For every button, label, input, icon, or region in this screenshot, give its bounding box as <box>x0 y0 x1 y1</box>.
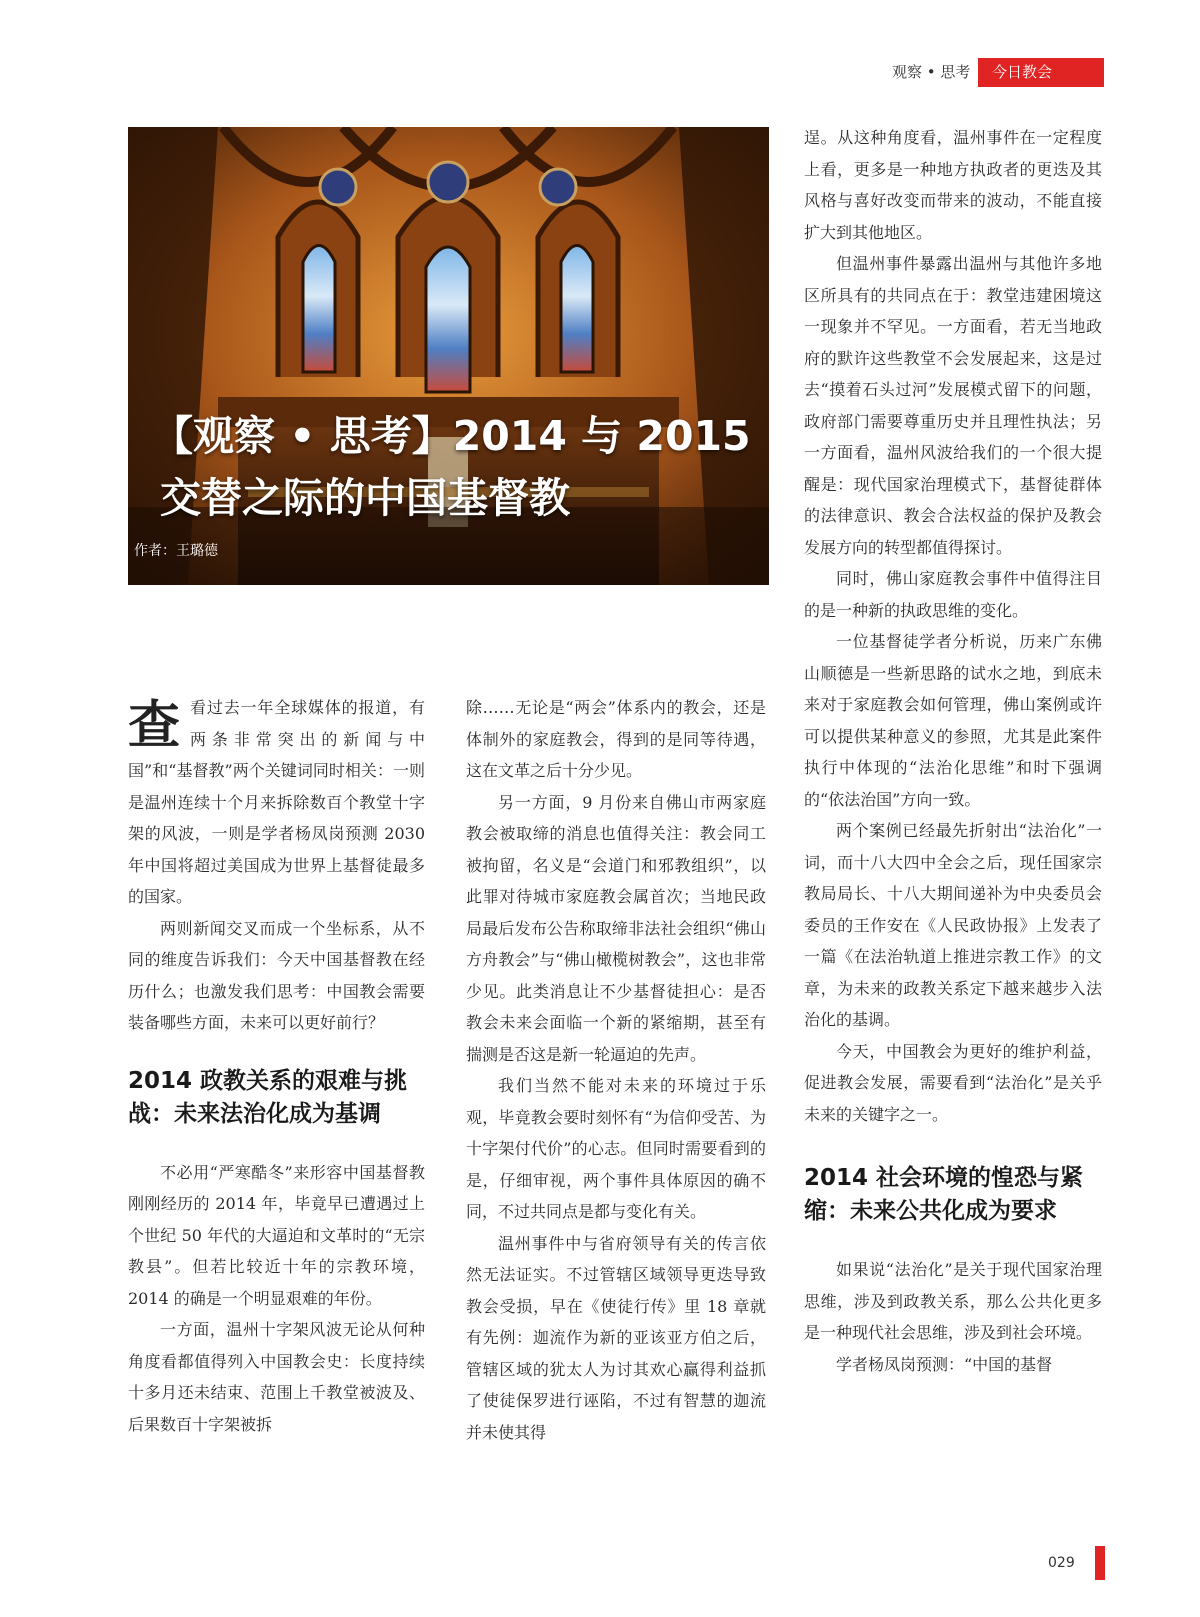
article-title <box>152 405 751 529</box>
paragraph: 同时，佛山家庭教会事件中值得注目的是一种新的执政思维的变化。 <box>804 569 1102 620</box>
paragraph-text: 看过去一年全球媒体的报道，有两条非常突出的新闻与中国”和“基督教”两个关键词同时相关：一则是温州连续十个月来拆除数百个教堂十字架的风波，一则是学者杨凤岗预测 2030 年中国将超过美国成为世界上基督徒最多的国家。 <box>128 698 425 906</box>
drop-cap: 查 <box>128 696 181 756</box>
section-label: 观察 • 思考 <box>892 63 971 81</box>
magazine-tab: 今日教会 <box>978 58 1104 87</box>
text-column-1 <box>128 692 425 1440</box>
paragraph: 但温州事件暴露出温州与其他许多地区所具有的共同点在于：教堂违建困境这一现象并不罕见。一方面看，若无当地政府的默许这些教堂不会发展起来，这是过去“摸着石头过河”发展模式留下的问题，政府部门需要尊重历史并且理性执法；另一方面看，温州风波给我们的一个很大提醒是：现代国家治理模式下，基督徒群体的法律意识、教会合法权益的保护及教会发展方向的转型都值得探讨。 <box>804 254 1102 557</box>
section-heading: 2014 政教关系的艰难与挑战：未来法治化成为基调 <box>128 1067 408 1127</box>
paragraph <box>128 692 425 913</box>
section-heading: 2014 社会环境的惶恐与紧缩：未来公共化成为要求 <box>804 1165 1084 1224</box>
page-accent-bar <box>1095 1546 1105 1580</box>
paragraph: 如果说“法治化”是关于现代国家治理思维，涉及到政教关系，那么公共化更多是一种现代社会思维，涉及到社会环境。 <box>804 1260 1102 1342</box>
paragraph: 另一方面，9 月份来自佛山市两家庭教会被取缔的消息也值得关注：教会同工被拘留，名义是“会道门和邪教组织”，以此罪对待城市家庭教会属首次；当地民政局最后发布公告称取缔非法社会组织“佛山方舟教会”与“佛山橄榄树教会”，这也非常少见。此类消息让不少基督徒担心：是否教会未来会面临一个新的紧缩期，甚至有揣测是否这是新一轮逼迫的先声。 <box>466 792 766 1064</box>
author-byline: 作者：王璐德 <box>134 543 218 559</box>
paragraph: 一位基督徒学者分析说，历来广东佛山顺德是一些新思路的试水之地，到底未来对于家庭教会如何管理，佛山案例或许可以提供某种意义的参照，尤其是此案件执行中体现的“法治化思维”和时下强调的“依法治国”方向一致。 <box>804 632 1102 809</box>
paragraph: 一方面，温州十字架风波无论从何种角度看都值得列入中国教会史：长度持续十多月还未结束、范围上千教堂被波及、后果数百十字架被拆 <box>128 1320 425 1434</box>
page-number: 029 <box>1048 1555 1075 1571</box>
hero-image <box>128 127 769 585</box>
paragraph: 学者杨凤岗预测：“中国的基督 <box>836 1354 1053 1374</box>
paragraph: 不必用“严寒酷冬”来形容中国基督教刚刚经历的 2014 年，毕竟早已遭遇过上个世纪 50 年代的大逼迫和文革时的“无宗教县”。但若比较近十年的宗教环境，2014 的确是一个明显艰难的年份。 <box>128 1162 425 1308</box>
paragraph: 温州事件中与省府领导有关的传言依然无法证实。不过管辖区域领导更迭导致教会受损，早在《使徒行传》里 18 章就有先例：迦流作为新的亚该亚方伯之后，管辖区域的犹太人为讨其欢心赢得利益抓了使徒保罗进行诬陷，不过有智慧的迦流并未使其得 <box>466 1233 766 1442</box>
article-title-line2: 交替之际的中国基督教 <box>160 474 570 522</box>
paragraph: 逞。从这种角度看，温州事件在一定程度上看，更多是一种地方执政者的更迭及其风格与喜好改变而带来的波动，不能直接扩大到其他地区。 <box>804 128 1102 242</box>
paragraph: 今天，中国教会为更好的维护利益，促进教会发展，需要看到“法治化”是关乎未来的关键字之一。 <box>804 1041 1102 1124</box>
paragraph: 两个案例已经最先折射出“法治化”一词，而十八大四中全会之后，现任国家宗教局局长、十八大期间递补为中央委员会委员的王作安在《人民政协报》上发表了一篇《在法治轨道上推进宗教工作》的文章，为未来的政教关系定下越来越步入法治化的基调。 <box>804 821 1102 1029</box>
article-title-line1: 【观察 • 思考】2014 与 2015 <box>152 412 751 460</box>
text-column-3 <box>804 122 1102 1380</box>
text-column-2 <box>466 692 766 1448</box>
paragraph: 除……无论是“两会”体系内的教会，还是体制外的家庭教会，得到的是同等待遇，这在文革之后十分少见。 <box>466 698 766 780</box>
paragraph: 我们当然不能对未来的环境过于乐观，毕竟教会要时刻怀有“为信仰受苦、为十字架付代价”的心志。但同时需要看到的是，仔细审视，两个事件具体原因的确不同，不过共同点是都与变化有关。 <box>466 1076 766 1221</box>
paragraph: 两则新闻交叉而成一个坐标系，从不同的维度告诉我们：今天中国基督教在经历什么；也激发我们思考：中国教会需要装备哪些方面，未来可以更好前行？ <box>128 918 425 1032</box>
